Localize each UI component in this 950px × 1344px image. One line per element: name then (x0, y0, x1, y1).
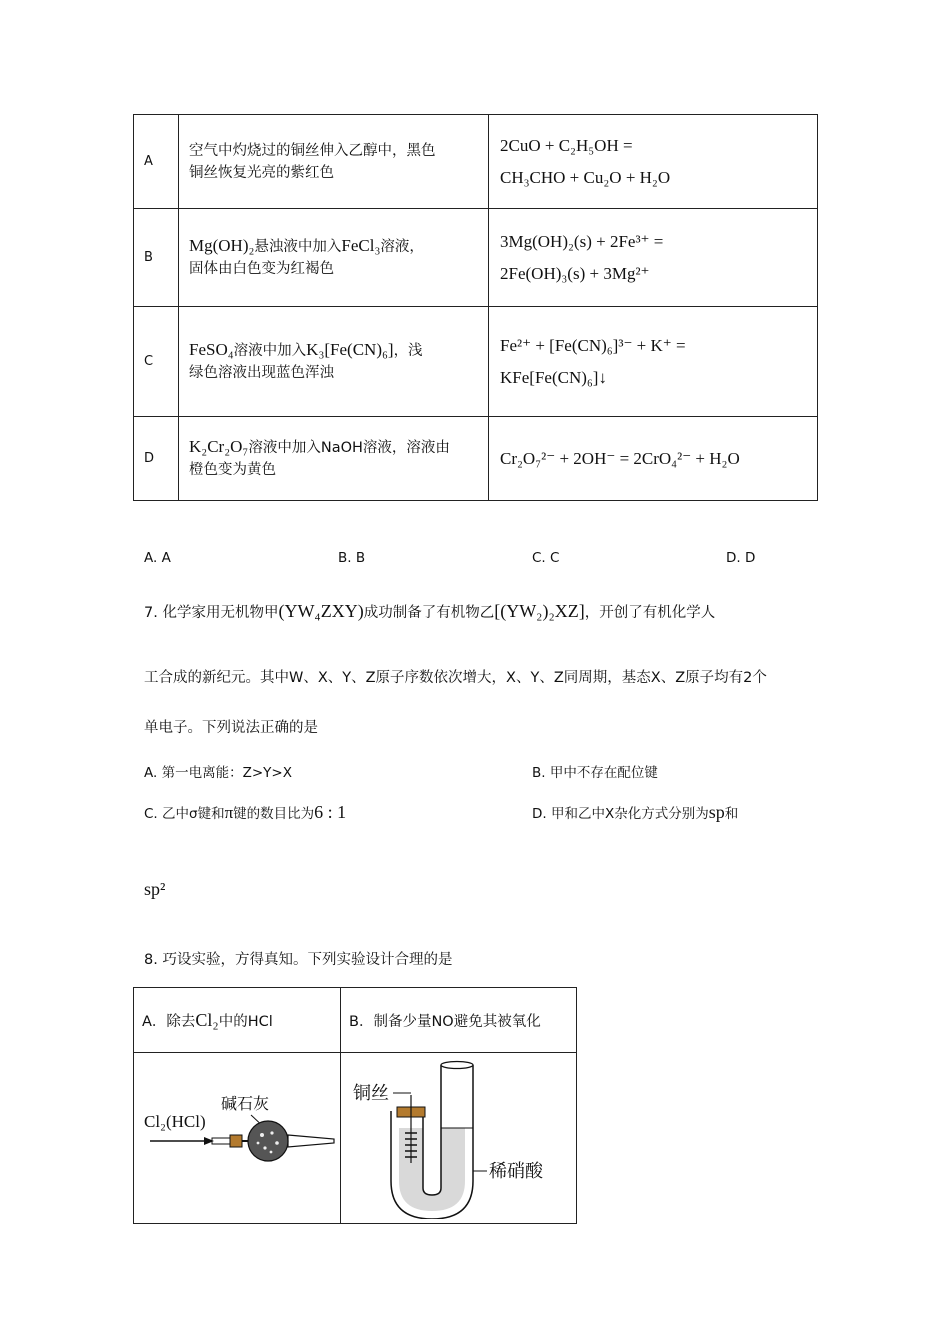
equation-line: CH₃CHO + Cu₂O + H₂O (500, 167, 671, 187)
copper-label: 铜丝 (353, 1083, 389, 1104)
q7-option-d-text: 和 (724, 806, 739, 822)
q6-options-table (133, 114, 818, 501)
q7-text: 7. 化学家用无机物甲 (144, 605, 279, 621)
row-label: A (134, 115, 179, 209)
q7-stem-line3: 单电子。下列说法正确的是 (144, 720, 318, 736)
desc-line: 铜丝恢复光亮的紫红色 (189, 164, 334, 181)
reagent-label: 碱石灰 (221, 1094, 270, 1113)
equation-line: 2CuO + C₂H₅OH = (500, 135, 633, 155)
answer-option-d: D. D (726, 550, 756, 566)
answer-option-b: B. B (338, 550, 366, 566)
equation-cell (489, 417, 818, 501)
desc-line: 橙色变为黄色 (189, 462, 276, 478)
q8-experiment-table (133, 987, 577, 1224)
formula-yi: [(YW₂)₂XZ] (494, 601, 585, 621)
answer-option-c: C. C (532, 550, 560, 566)
outlet-taper (288, 1135, 334, 1147)
phenomenon-cell (179, 417, 489, 501)
cell-b-header: B．制备少量NO避免其被氧化 (341, 988, 577, 1053)
formula: Mg(OH)₂ (189, 236, 255, 255)
row-label: D (134, 417, 179, 501)
q8-stem: 8. 巧设实验，方得真知。下列实验设计合理的是 (144, 952, 453, 968)
q7-option-c (144, 802, 346, 823)
row-label: C (134, 307, 179, 417)
cell-a-header (134, 988, 341, 1053)
u-tube-diagram (341, 1053, 575, 1219)
equation-line: 2Fe(OH)₃(s) + 3Mg²⁺ (500, 263, 650, 283)
answer-option-a: A. A (144, 550, 171, 566)
hybrid-sp2: sp² (144, 879, 166, 899)
q7-option-b: B. 甲中不存在配位键 (532, 765, 658, 781)
ratio: 6 : 1 (314, 802, 347, 822)
formula: K₂Cr₂O₇ (189, 437, 249, 456)
table-row (134, 115, 818, 209)
q7-option-d (532, 802, 738, 823)
equation-cell (489, 209, 818, 307)
formula-jia: (YW₄ZXY) (278, 601, 364, 621)
pi-symbol: π (224, 803, 234, 822)
desc-line: 空气中灼烧过的铜丝伸入乙醇中，黑色 (189, 142, 436, 159)
equation-line: Cr₂O₇²⁻ + 2OH⁻ = 2CrO₄²⁻ + H₂O (500, 448, 740, 468)
phenomenon-cell (179, 115, 489, 209)
desc-text: 溶液中加入NaOH溶液，溶液由 (248, 440, 450, 456)
desc-line: 固体由白色变为红褐色 (189, 261, 334, 277)
gas-label: Cl₂(HCl) (144, 1112, 206, 1131)
phenomenon-cell (179, 209, 489, 307)
formula: Cl₂ (195, 1009, 219, 1030)
row-label: B (134, 209, 179, 307)
q7-text: 成功制备了有机物乙 (363, 605, 495, 621)
table-row (134, 417, 818, 501)
q7-text: ，开创了有机化学人 (584, 605, 716, 621)
q7-option-c-text: 键的数目比为 (233, 806, 315, 822)
acid-label: 稀硝酸 (489, 1161, 543, 1182)
equation-line: Fe²⁺ + [Fe(CN)₆]³⁻ + K⁺ = (500, 335, 686, 355)
equation-cell (489, 115, 818, 209)
drying-tube-diagram (134, 1053, 339, 1219)
q7-stem-line1 (144, 601, 715, 622)
q7-option-a: A. 第一电离能：Z>Y>X (144, 765, 292, 781)
desc-line: 绿色溶液出现蓝色浑浊 (189, 365, 334, 381)
formula: FeCl₃ (341, 236, 381, 255)
soda-lime-bulb (248, 1121, 288, 1161)
q7-option-c-text: C. 乙中σ键和 (144, 806, 225, 822)
desc-text: 溶液， (380, 239, 424, 255)
q7-stem-line2: 工合成的新纪元。其中W、X、Y、Z原子序数依次增大，X、Y、Z同周期，基态X、Z原子均有2个 (144, 670, 767, 686)
equation-line: 3Mg(OH)₂(s) + 2Fe³⁺ = (500, 231, 664, 251)
figure-a-cell (134, 1053, 341, 1224)
desc-text: 悬浊液中加入 (254, 239, 342, 255)
cell-a-text: A．除去 (142, 1013, 196, 1030)
open-end (441, 1062, 473, 1069)
equation-cell (489, 307, 818, 417)
formula: K₃[Fe(CN)₆] (306, 340, 394, 359)
desc-text: 溶液中加入 (233, 343, 307, 359)
table-row (134, 307, 818, 417)
formula: FeSO₄ (189, 340, 234, 359)
desc-text: ，浅 (393, 343, 423, 359)
figure-b-cell (341, 1053, 577, 1224)
stopper (230, 1135, 242, 1147)
equation-line: KFe[Fe(CN)₆]↓ (500, 367, 607, 387)
table-row (134, 209, 818, 307)
hybrid-sp: sp (708, 802, 725, 822)
q7-option-d-text: D. 甲和乙中X杂化方式分别为 (532, 806, 709, 822)
phenomenon-cell (179, 307, 489, 417)
cell-a-text: 中的HCl (218, 1013, 273, 1030)
